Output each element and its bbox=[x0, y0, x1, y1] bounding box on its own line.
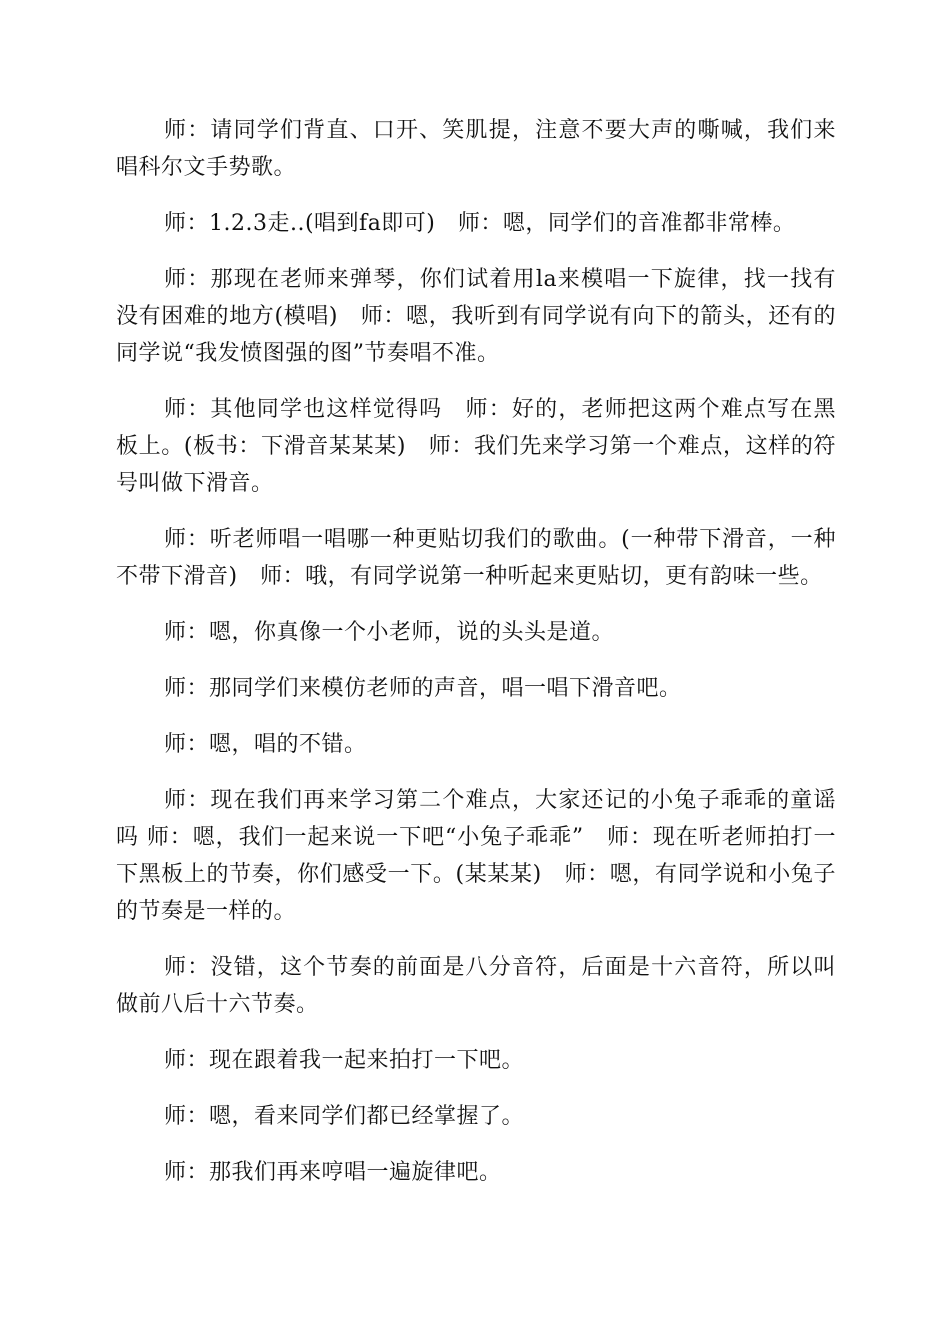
paragraph-3: 师：那现在老师来弹琴，你们试着用la来模唱一下旋律，找一找有没有困难的地方(模唱) 师：嗯，我听到有同学说有向下的箭头，还有的同学说“我发愤图强的图”节奏唱不准。 bbox=[116, 267, 836, 366]
paragraph-5: 师：听老师唱一唱哪一种更贴切我们的歌曲。(一种带下滑音，一种不带下滑音) 师：哦，有同学说第一种听起来更贴切，更有韵味一些。 bbox=[116, 527, 836, 589]
paragraph-6: 师：嗯，你真像一个小老师，说的头头是道。 bbox=[164, 620, 615, 645]
document-page bbox=[116, 112, 836, 1210]
paragraph-12: 师：嗯，看来同学们都已经掌握了。 bbox=[164, 1104, 525, 1129]
paragraph-1: 师：请同学们背直、口开、笑肌提，注意不要大声的嘶喊，我们来唱科尔文手势歌。 bbox=[116, 118, 836, 180]
paragraph-8: 师：嗯，唱的不错。 bbox=[164, 732, 367, 757]
paragraph-10: 师：没错，这个节奏的前面是八分音符，后面是十六音符，所以叫做前八后十六节奏。 bbox=[116, 955, 836, 1017]
paragraph-9: 师：现在我们再来学习第二个难点，大家还记的小兔子乖乖的童谣吗 师：嗯，我们一起来说一下吧“小兔子乖乖” 师：现在听老师拍打一下黑板上的节奏，你们感受一下。(某某某) 师：嗯，有同学说和小兔子的节奏是一样的。 bbox=[116, 788, 836, 924]
paragraph-2: 师：1.2.3走..(唱到fa即可) 师：嗯，同学们的音准都非常棒。 bbox=[164, 211, 796, 236]
paragraph-13: 师：那我们再来哼唱一遍旋律吧。 bbox=[164, 1160, 502, 1185]
paragraph-7: 师：那同学们来模仿老师的声音，唱一唱下滑音吧。 bbox=[164, 676, 682, 701]
paragraph-11: 师：现在跟着我一起来拍打一下吧。 bbox=[164, 1048, 525, 1073]
paragraph-4: 师：其他同学也这样觉得吗 师：好的，老师把这两个难点写在黑板上。(板书：下滑音某某某) 师：我们先来学习第一个难点，这样的符号叫做下滑音。 bbox=[116, 397, 836, 496]
